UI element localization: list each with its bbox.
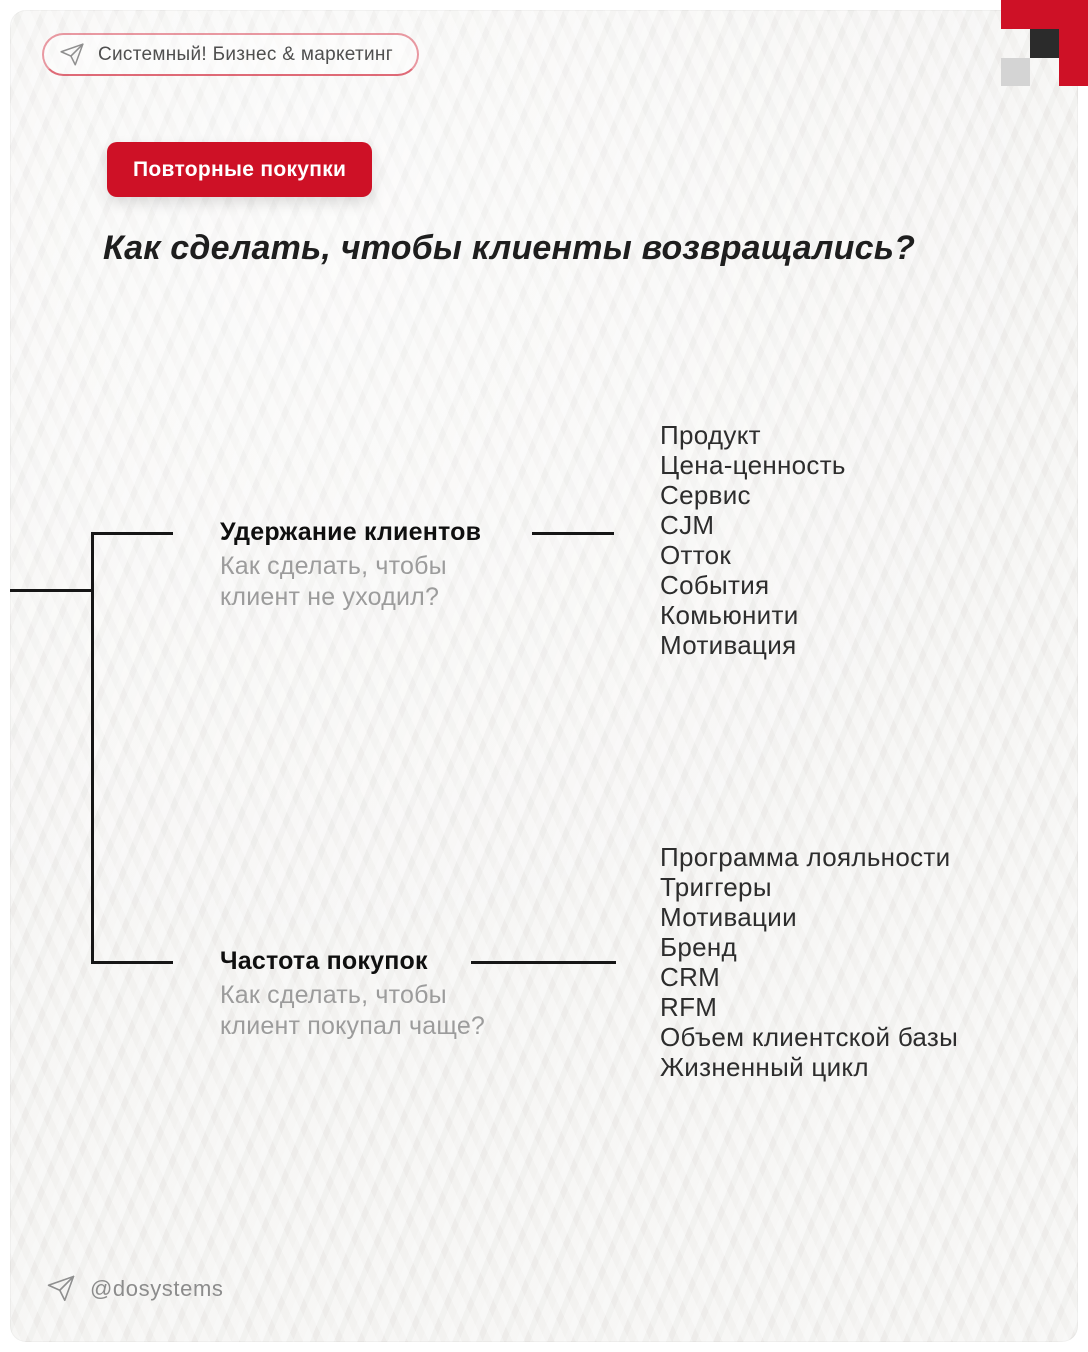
list-item: Сервис xyxy=(660,480,751,510)
branch-retention-title: Удержание клиентов xyxy=(220,518,482,546)
list-item: Программа лояльности xyxy=(660,842,951,872)
page-title: Как сделать, чтобы клиенты возвращались? xyxy=(103,229,916,267)
paper-plane-icon xyxy=(59,42,85,68)
retention-item-list xyxy=(660,420,846,660)
list-item: Жизненный цикл xyxy=(660,1052,869,1082)
logo-square-red xyxy=(1001,0,1030,29)
list-item: Отток xyxy=(660,540,732,570)
logo-square-empty xyxy=(1030,58,1059,86)
branch-frequency-subtitle-line1: Как сделать, чтобы xyxy=(220,981,447,1009)
list-item: Цена-ценность xyxy=(660,450,846,480)
branch-retention-subtitle-line1: Как сделать, чтобы xyxy=(220,552,447,580)
list-item: CRM xyxy=(660,962,721,992)
channel-badge-label: Системный! Бизнес & маркетинг xyxy=(98,43,393,65)
frequency-item-list xyxy=(660,842,958,1082)
list-item: Мотивация xyxy=(660,630,797,660)
list-item: Продукт xyxy=(660,420,761,450)
topic-badge xyxy=(107,142,372,197)
branch-frequency-subtitle xyxy=(220,980,640,1042)
connector-root-line xyxy=(10,589,92,592)
logo-square-empty xyxy=(1001,29,1030,58)
logo-square-gray xyxy=(1001,58,1030,86)
list-item: CJM xyxy=(660,510,715,540)
footer xyxy=(46,1274,223,1304)
branch-frequency-subtitle-line2: клиент покупал чаще? xyxy=(220,1012,486,1040)
list-item: Триггеры xyxy=(660,872,772,902)
list-item: Мотивации xyxy=(660,902,797,932)
connector-vertical-line xyxy=(91,532,94,964)
branch-frequency xyxy=(220,945,640,1042)
paper-background xyxy=(10,10,1078,1342)
branch-retention xyxy=(220,516,640,613)
logo-square-red xyxy=(1059,0,1088,29)
list-item: События xyxy=(660,570,770,600)
list-item: Комьюнити xyxy=(660,600,799,630)
branch-retention-subtitle-line2: клиент не уходил? xyxy=(220,583,440,611)
logo-square-red xyxy=(1059,29,1088,58)
paper-plane-icon xyxy=(46,1274,76,1304)
list-item: Бренд xyxy=(660,932,738,962)
footer-handle: @dosystems xyxy=(90,1276,224,1301)
topic-badge-label: Повторные покупки xyxy=(133,157,347,181)
list-item: Объем клиентской базы xyxy=(660,1022,959,1052)
brand-logo xyxy=(1001,0,1088,86)
logo-square-red xyxy=(1030,0,1059,29)
logo-square-red xyxy=(1059,58,1088,86)
branch-frequency-title: Частота покупок xyxy=(220,947,428,975)
logo-square-black xyxy=(1030,29,1059,58)
channel-badge xyxy=(42,33,419,76)
list-item: RFM xyxy=(660,992,718,1022)
connector-branch1-left xyxy=(91,532,173,535)
connector-branch2-left xyxy=(91,961,173,964)
branch-retention-subtitle xyxy=(220,551,640,613)
